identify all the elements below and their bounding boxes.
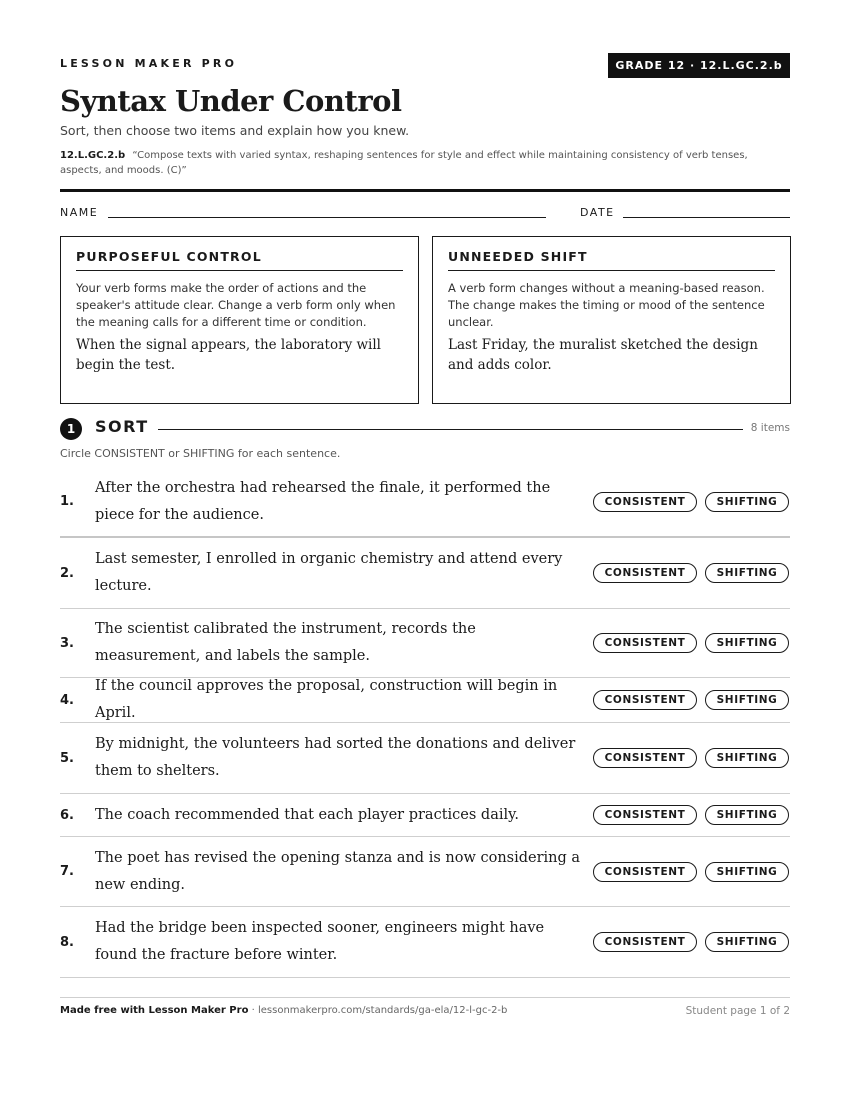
consistent-option[interactable]: CONSISTENT <box>593 805 697 825</box>
consistent-option[interactable]: CONSISTENT <box>593 932 697 952</box>
standard-code: 12.L.GC.2.b <box>60 150 126 161</box>
list-item <box>60 907 790 978</box>
consistent-option[interactable]: CONSISTENT <box>593 563 697 583</box>
box-example: Last Friday, the muralist sketched the design and adds color. <box>448 337 758 373</box>
footer-url[interactable]: lessonmakerpro.com/standards/ga-ela/12-l-gc-2-b <box>257 1005 508 1016</box>
choice-group <box>593 862 789 882</box>
shifting-option[interactable]: SHIFTING <box>705 932 789 952</box>
list-item <box>60 609 790 678</box>
grade-badge: GRADE 12 · 12.L.GC.2.b <box>608 53 790 78</box>
choice-group <box>593 805 789 825</box>
section-divider <box>158 429 743 430</box>
item-number: 1. <box>60 494 74 509</box>
list-item <box>60 723 790 794</box>
section-instructions: Circle CONSISTENT or SHIFTING for each sentence. <box>60 447 341 460</box>
section-number-badge: 1 <box>60 418 82 440</box>
choice-group <box>593 492 789 512</box>
choice-group <box>593 690 789 710</box>
item-number: 4. <box>60 692 74 708</box>
consistent-option[interactable]: CONSISTENT <box>593 633 697 653</box>
item-sentence: The coach recommended that each player practices daily. <box>95 806 519 823</box>
footer-credit <box>60 1005 507 1016</box>
item-sentence: The poet has revised the opening stanza and is now considering a new ending. <box>95 849 581 893</box>
list-item <box>60 538 790 609</box>
page-title: Syntax Under Control <box>60 84 402 118</box>
name-field[interactable] <box>108 217 546 218</box>
unneeded-shift-box <box>432 236 791 404</box>
item-sentence: After the orchestra had rehearsed the finale, it performed the piece for the audience. <box>95 479 551 523</box>
page-subtitle: Sort, then choose two items and explain how you knew. <box>60 123 410 138</box>
consistent-option[interactable]: CONSISTENT <box>593 748 697 768</box>
choice-group <box>593 932 789 952</box>
item-number: 7. <box>60 864 74 879</box>
choice-group <box>593 748 789 768</box>
item-sentence: Last semester, I enrolled in organic chemistry and attend every lecture. <box>95 551 563 594</box>
shifting-option[interactable]: SHIFTING <box>705 563 789 583</box>
shifting-option[interactable]: SHIFTING <box>705 690 789 710</box>
footer-separator: · <box>248 1005 258 1016</box>
standard-description <box>60 148 790 178</box>
item-number: 2. <box>60 565 74 581</box>
list-item <box>60 794 790 837</box>
item-sentence: By midnight, the volunteers had sorted the donations and deliver them to shelters. <box>95 736 576 779</box>
header-divider <box>60 189 790 192</box>
item-count: 8 items <box>750 422 790 434</box>
sort-list <box>60 467 790 978</box>
item-sentence: If the council approves the proposal, construction will begin in April. <box>95 678 558 721</box>
item-number: 3. <box>60 635 74 651</box>
box-description: Your verb forms make the order of actions and the speaker's attitude clear. Change a verb form only when the meaning calls for a different time or condition. <box>76 281 396 329</box>
date-field[interactable] <box>623 217 790 218</box>
shifting-option[interactable]: SHIFTING <box>705 492 789 512</box>
shifting-option[interactable]: SHIFTING <box>705 805 789 825</box>
box-title: UNNEEDED SHIFT <box>448 249 775 271</box>
item-number: 8. <box>60 934 74 950</box>
standard-text: “Compose texts with varied syntax, reshaping sentences for style and effect while maintaining consistency of verb tenses, aspects, and moods. (C)” <box>60 150 748 176</box>
shifting-option[interactable]: SHIFTING <box>705 862 789 882</box>
list-item <box>60 837 790 907</box>
item-sentence: Had the bridge been inspected sooner, engineers might have found the fracture before winter. <box>95 920 545 963</box>
page-indicator: Student page 1 of 2 <box>685 1005 790 1017</box>
shifting-option[interactable]: SHIFTING <box>705 748 789 768</box>
choice-group <box>593 633 789 653</box>
section-title: SORT <box>95 417 149 436</box>
list-item <box>60 678 790 723</box>
consistent-option[interactable]: CONSISTENT <box>593 862 697 882</box>
box-example: When the signal appears, the laboratory will begin the test. <box>76 337 381 373</box>
brand-name: LESSON MAKER PRO <box>60 57 238 70</box>
name-label: NAME <box>60 206 99 219</box>
date-label: DATE <box>580 206 615 219</box>
footer-divider <box>60 997 790 998</box>
consistent-option[interactable]: CONSISTENT <box>593 492 697 512</box>
footer-made-with: Made free with Lesson Maker Pro <box>60 1005 249 1016</box>
purposeful-control-box <box>60 236 419 404</box>
list-item <box>60 467 790 538</box>
box-description: A verb form changes without a meaning-based reason. The change makes the timing or mood of the sentence unclear. <box>448 281 765 329</box>
choice-group <box>593 563 789 583</box>
item-number: 5. <box>60 750 74 766</box>
shifting-option[interactable]: SHIFTING <box>705 633 789 653</box>
item-number: 6. <box>60 807 74 823</box>
item-sentence: The scientist calibrated the instrument, records the measurement, and labels the sample. <box>95 621 476 664</box>
consistent-option[interactable]: CONSISTENT <box>593 690 697 710</box>
box-title: PURPOSEFUL CONTROL <box>76 249 403 271</box>
